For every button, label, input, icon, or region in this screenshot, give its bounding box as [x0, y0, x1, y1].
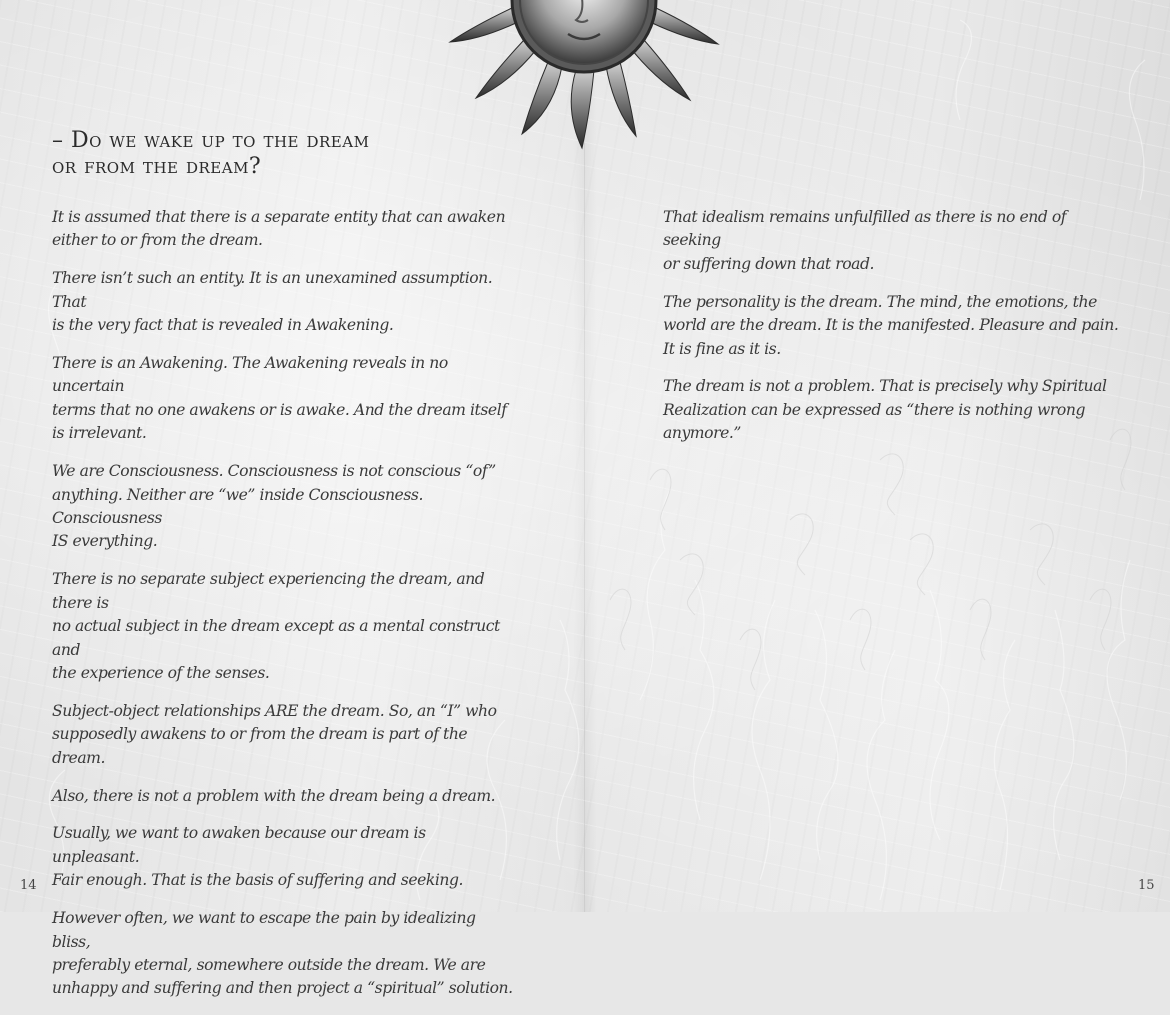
paragraph: There is no separate subject experiencing the dream, and there is no actual subject in the dream except as a mental construct and the experience of the senses.: [52, 570, 500, 682]
paragraph: Usually, we want to awaken because our dream is unpleasant. Fair enough. That is the basis of suffering and seeking.: [52, 824, 464, 890]
paragraph: There is an Awakening. The Awakening reveals in no uncertain terms that no one awakens or is awake. And the dream itself is irrelevant.: [52, 354, 507, 443]
paragraph: The personality is the dream. The mind, the emotions, the world are the dream. It is the manifested. Pleasure and pain. It is fine as it is.: [663, 292, 1119, 358]
paragraph: That idealism remains unfulfilled as there is no end of seeking or suffering down that road.: [663, 208, 1067, 273]
section-heading: – Do we wake up to the dream or from the dream?: [52, 128, 370, 179]
paragraph: Also, there is not a problem with the dream being a dream.: [52, 786, 496, 805]
paragraph: Subject-object relationships ARE the dream. So, an “I” who supposedly awakens to or from the dream is part of the dream.: [52, 701, 497, 767]
paragraph: There isn’t such an entity. It is an unexamined assumption. That is the very fact that is revealed in Awakening.: [52, 269, 493, 335]
paragraph: However often, we want to escape the pain by idealizing bliss, preferably eternal, somewhere outside the dream. We are unhappy and suffering and then project a “spiritual” solution.: [52, 909, 513, 998]
sun-face-icon: [446, 0, 722, 156]
paragraph: We are Consciousness. Consciousness is not conscious “of” anything. Neither are “we” inside Consciousness. Consciousness IS everything.: [52, 462, 496, 551]
left-page-body: [52, 206, 514, 1015]
paragraph: It is assumed that there is a separate entity that can awaken either to or from the dream.: [52, 208, 506, 250]
page-number-right: 15: [1138, 878, 1155, 893]
page-number-left: 14: [20, 878, 37, 893]
paragraph: The dream is not a problem. That is precisely why Spiritual Realization can be expressed as “there is nothing wrong anymore.”: [663, 377, 1107, 443]
right-page-body: [663, 206, 1125, 460]
